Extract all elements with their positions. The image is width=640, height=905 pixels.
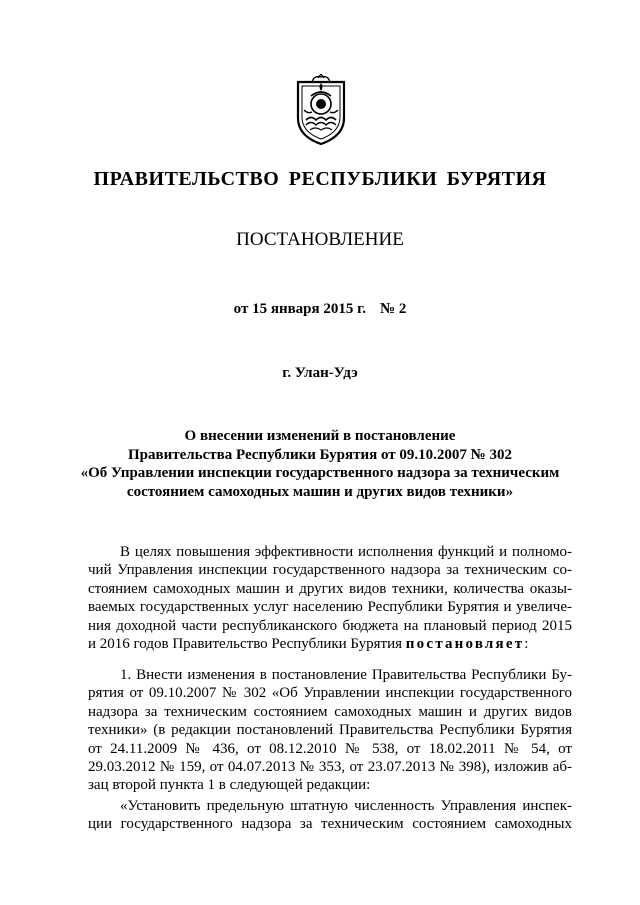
date-number-line: [0, 301, 640, 318]
text-line: стоянием самоходных машин и других видов техники, количества оказы-: [88, 580, 572, 597]
text-line: ваемых государственных услуг населению Республики Бурятия и увеличе-: [88, 599, 572, 616]
subject-line: Правительства Республики Бурятия от 09.10.2007 № 302: [127, 446, 512, 463]
document-type: ПОСТАНОВЛЕНИЕ: [236, 229, 404, 250]
organization-title: ПРАВИТЕЛЬСТВО РЕСПУБЛИКИ БУРЯТИЯ: [93, 168, 547, 190]
text-line: 1. Внести изменения в постановление Правительства Республики Бу-: [120, 667, 572, 683]
text-line: чий Управления инспекции государственного надзора за техническим со-: [88, 562, 572, 579]
preamble-paragraph: [88, 543, 572, 653]
text-line: от 24.11.2009 № 436, от 08.12.2010 № 538, от 18.02.2011 № 54, от: [88, 740, 572, 757]
text-line: надзора за техническим состоянием самоходных машин и других видов: [88, 703, 572, 720]
document-date: от 15 января 2015 г.: [233, 301, 367, 317]
text-line: зац второй пункта 1 в следующей редакции:: [88, 777, 371, 794]
buryatia-coat-of-arms-icon: [294, 74, 348, 146]
subject-line: О внесении изменений в постановление: [184, 428, 456, 444]
subject-line: «Об Управлении инспекции государственного надзора за техническим: [80, 465, 560, 481]
text-line: ции государственного надзора за техническим состоянием самоходных: [88, 816, 572, 833]
text-line: техники» (в редакции постановлений Правительства Республики Бурятия: [88, 722, 572, 739]
decree-colon: :: [524, 635, 529, 652]
subject-line: состоянием самоходных машин и других видов техники»: [126, 483, 514, 500]
text-line: рятия от 09.10.2007 № 302 «Об Управлении инспекции государственного: [88, 685, 572, 702]
text-line: ния доходной части республиканского бюджета на плановый период 2015: [88, 617, 572, 634]
text-line: «Установить предельную штатную численность Управления инспек-: [120, 798, 572, 814]
document-subject: [60, 427, 580, 501]
decree-word: постановляет: [405, 635, 525, 652]
item-1-paragraph: [88, 666, 572, 795]
quoted-paragraph: [88, 797, 572, 834]
text-line: [88, 635, 572, 653]
document-number: № 2: [380, 301, 407, 317]
text-line-start: и 2016 годов Правительство Республики Бурятия: [88, 635, 406, 652]
city-line: г. Улан-Удэ: [282, 365, 358, 381]
text-line: 29.03.2012 № 159, от 04.07.2013 № 353, от 23.07.2013 № 398), изложив аб-: [88, 758, 572, 775]
text-line: В целях повышения эффективности исполнения функций и полномо-: [120, 544, 572, 560]
